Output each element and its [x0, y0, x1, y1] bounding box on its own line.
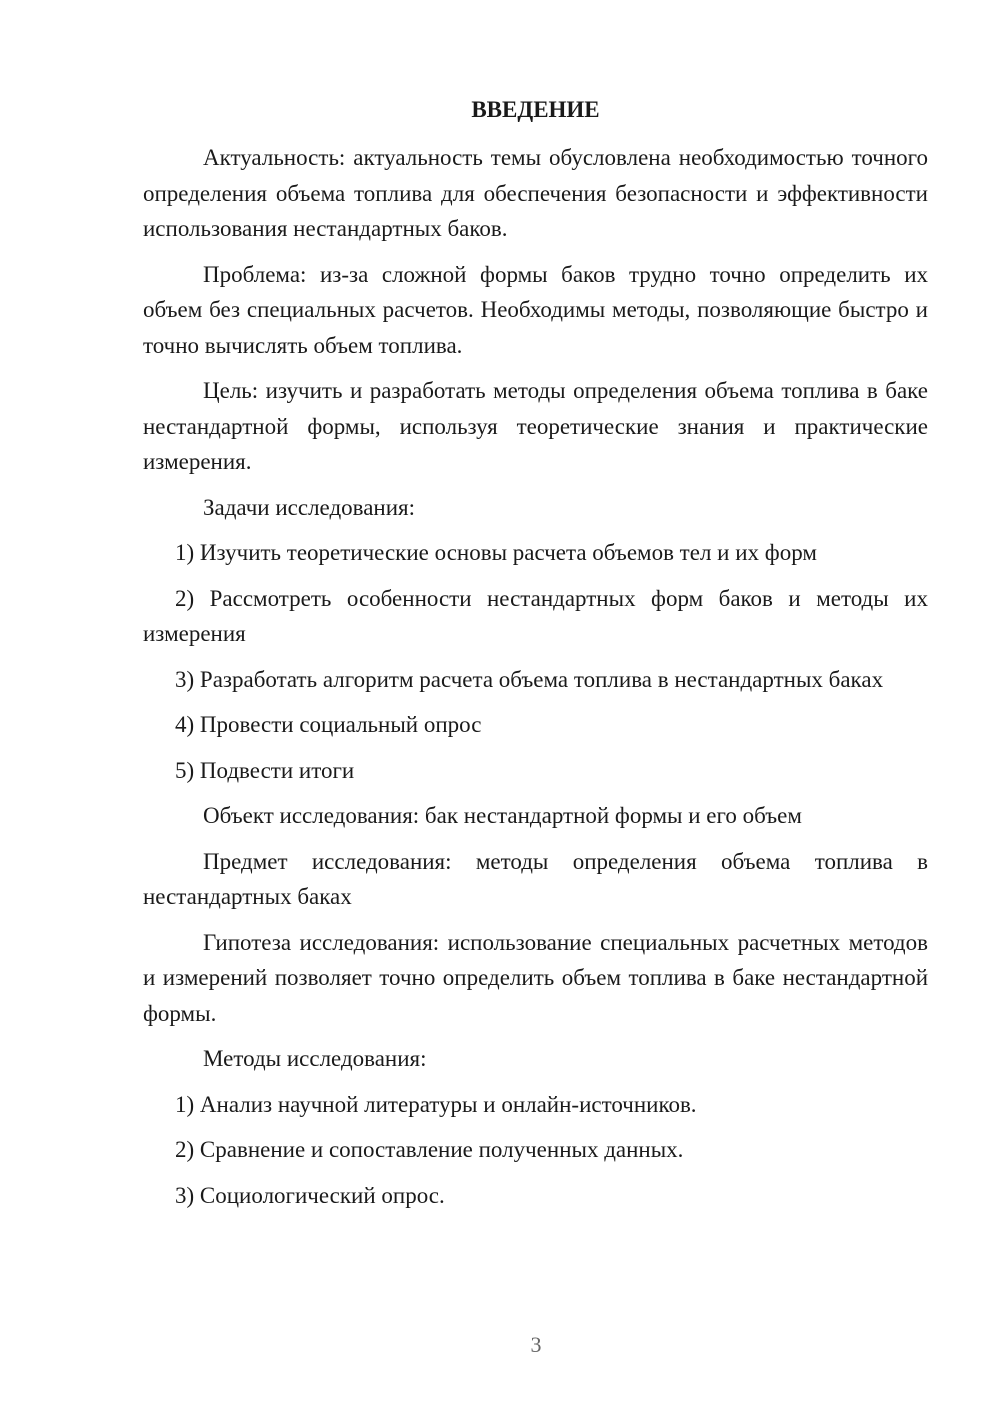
- subject-paragraph: Предмет исследования: методы определения объема топлива в нестандартных баках: [143, 848, 928, 909]
- page-number: 3: [530, 1332, 542, 1357]
- document-page: [143, 92, 928, 1223]
- hypothesis-paragraph: Гипотеза исследования: использование специальных расчетных методов и измерений позволяет точно определить объем топлива в баке нестандартной формы.: [143, 929, 928, 1026]
- methods-heading: Методы исследования:: [203, 1046, 427, 1071]
- page-title: ВВЕДЕНИЕ: [471, 97, 600, 122]
- task-item: 5) Подвести итоги: [175, 757, 355, 783]
- goal-paragraph: Цель: изучить и разработать методы определения объема топлива в баке нестандартной формы, используя теоретические знания и практические измерения.: [143, 378, 928, 474]
- task-item: 3) Разработать алгоритм расчета объема топлива в нестандартных баках: [175, 666, 884, 692]
- tasks-heading: Задачи исследования:: [203, 494, 416, 520]
- task-item: 4) Провести социальный опрос: [175, 712, 482, 737]
- object-paragraph: Объект исследования: бак нестандартной формы и его объем: [203, 803, 802, 828]
- problem-paragraph: Проблема: из-за сложной формы баков трудно точно определить их объем без специальных расчетов. Необходимы методы, позволяющие быстро и точно вычислять объем топлива.: [143, 261, 928, 358]
- method-item: 2) Сравнение и сопоставление полученных данных.: [175, 1137, 684, 1162]
- relevance-paragraph: Актуальность: актуальность темы обусловлена необходимостью точного определения объема топлива для обеспечения безопасности и эффективности использования нестандартных баков.: [143, 145, 928, 241]
- task-item: 2) Рассмотреть особенности нестандартных форм баков и методы их измерения: [143, 585, 928, 646]
- method-item: 3) Социологический опрос.: [175, 1182, 445, 1208]
- method-item: 1) Анализ научной литературы и онлайн-источников.: [175, 1091, 697, 1117]
- task-item: 1) Изучить теоретические основы расчета объемов тел и их форм: [175, 540, 817, 565]
